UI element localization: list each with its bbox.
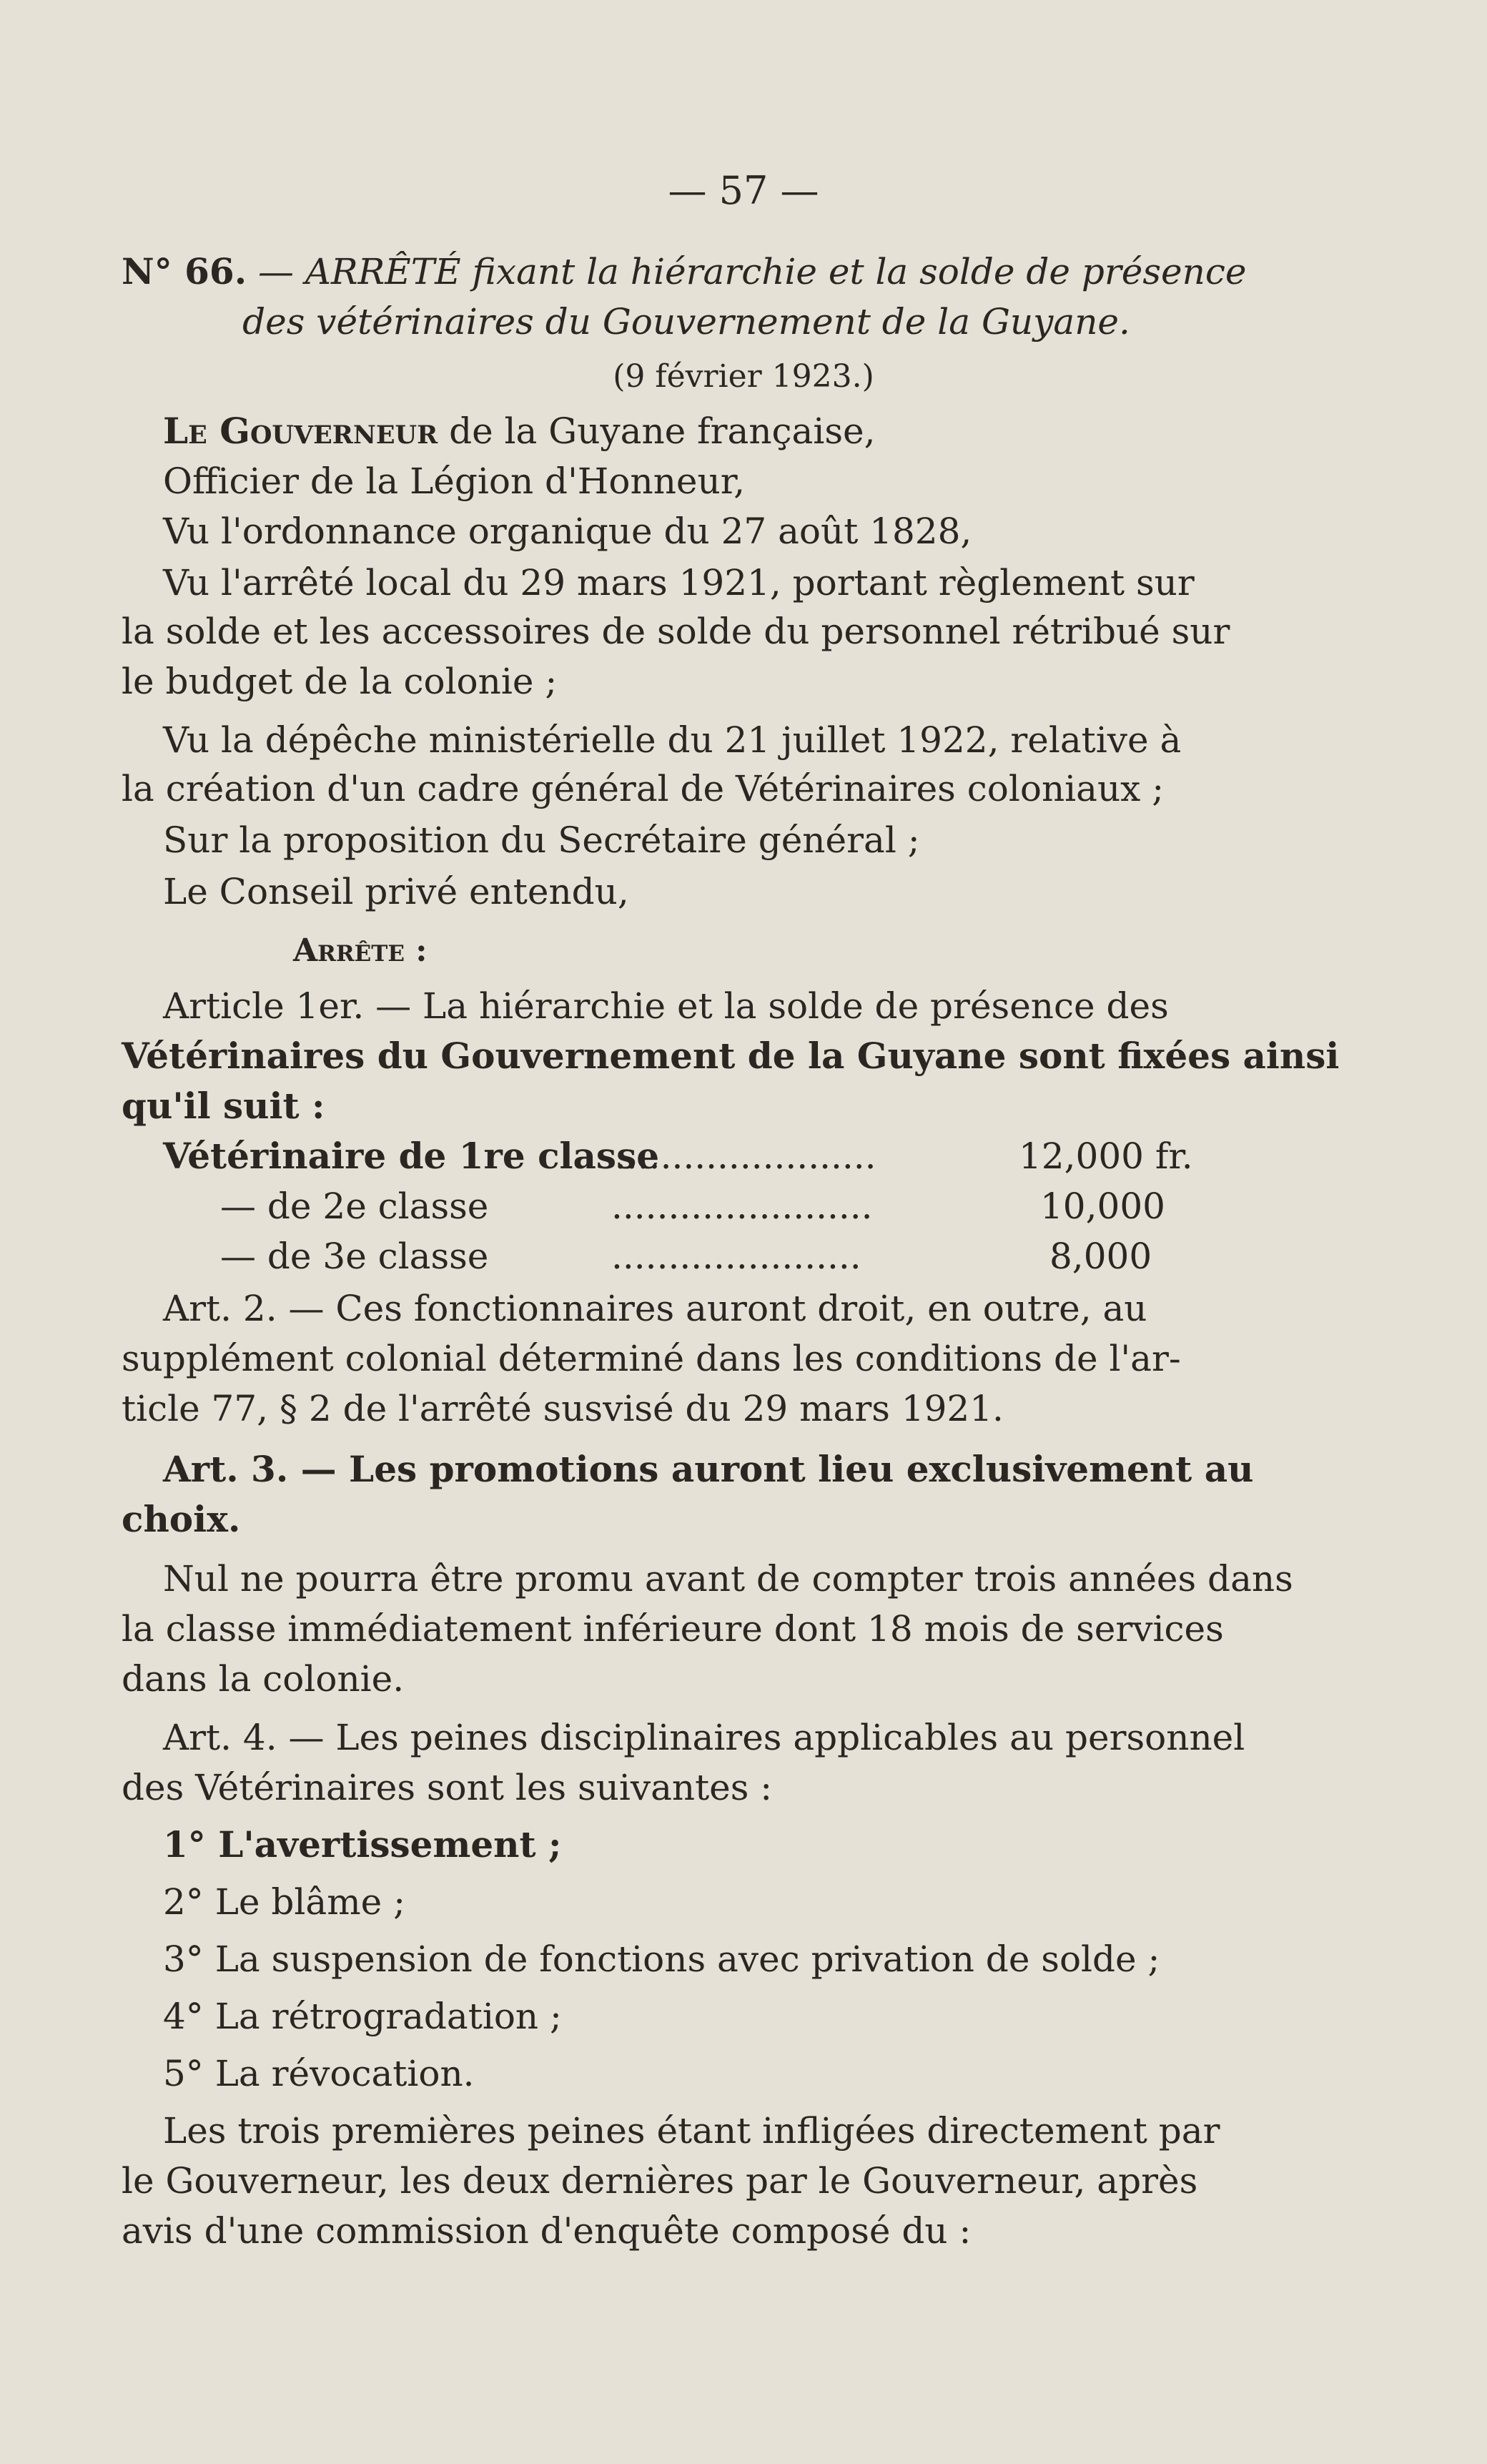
pay-row-amount: 10,000 (1040, 1186, 1165, 1227)
article4-item: 3° La suspension de fonctions avec privation de solde ; (163, 1938, 1160, 1980)
decree-number: N° 66. (122, 250, 247, 292)
preamble-depeche-1: Vu la dépêche ministérielle du 21 juillet 1922, relative à (163, 719, 1182, 761)
pay-row-leader: ....................... (615, 1135, 876, 1177)
preamble-arrete-local-2: la solde et les accessoires de solde du personnel rétribué sur (122, 611, 1230, 652)
governor-rest: de la Guyane française, (449, 410, 876, 452)
article3-line1: Art. 3. — Les promotions auront lieu exclusivement au (163, 1448, 1254, 1490)
article4-item: 5° La révocation. (163, 2053, 475, 2094)
article4-closing-1: Les trois premières peines étant infligées directement par (163, 2110, 1220, 2152)
article4-line2: des Vétérinaires sont les suivantes : (122, 1767, 773, 1808)
pay-row-leader: ....................... (611, 1186, 873, 1227)
article1-line2: Vétérinaires du Gouvernement de la Guyane sont fixées ainsi (122, 1035, 1340, 1077)
article2-line2: supplément colonial déterminé dans les conditions de l'ar- (122, 1338, 1181, 1379)
governor-title: Le Gouverneur (163, 410, 438, 452)
preamble-proposition: Sur la proposition du Secrétaire général ; (163, 819, 920, 861)
article4-item: 2° Le blâme ; (163, 1881, 405, 1923)
article3-line2: choix. (122, 1498, 241, 1540)
pay-row-label: — de 2e classe (220, 1186, 489, 1227)
page-number: — 57 — (668, 168, 819, 213)
pay-row-amount: 12,000 fr. (1019, 1135, 1193, 1177)
pay-row-label: — de 3e classe (220, 1236, 489, 1277)
article4-item: 4° La rétrogradation ; (163, 1996, 562, 2037)
article4-closing-2: le Gouverneur, les deux dernières par le Gouverneur, après (122, 2160, 1198, 2202)
preamble-arrete-local-1: Vu l'arrêté local du 29 mars 1921, portant règlement sur (163, 562, 1195, 603)
article3-line5: dans la colonie. (122, 1658, 405, 1700)
preamble-depeche-2: la création d'un cadre général de Vétérinaires coloniaux ; (122, 768, 1165, 809)
decree-title-line1 (122, 250, 1247, 292)
preamble-officer: Officier de la Légion d'Honneur, (163, 460, 746, 502)
preamble-conseil: Le Conseil privé entendu, (163, 871, 629, 912)
decree-title-text: — ARRÊTÉ fixant la hiérarchie et la solde de présence (258, 251, 1247, 292)
article2-line3: ticle 77, § 2 de l'arrêté susvisé du 29 mars 1921. (122, 1388, 1004, 1429)
article4-line1: Art. 4. — Les peines disciplinaires applicables au personnel (163, 1717, 1245, 1758)
decree-title-line2: des vétérinaires du Gouvernement de la Guyane. (242, 301, 1130, 343)
pay-row-label: Vétérinaire de 1re classe (163, 1135, 660, 1177)
preamble-arrete-local-3: le budget de la colonie ; (122, 661, 558, 702)
pay-row-leader: ...................... (611, 1236, 861, 1277)
article1-line3: qu'il suit : (122, 1085, 325, 1127)
article4-closing-3: avis d'une commission d'enquête composé du : (122, 2210, 972, 2252)
preamble-governor (163, 410, 876, 452)
preamble-ordonnance: Vu l'ordonnance organique du 27 août 1828, (163, 511, 972, 552)
pay-row-amount: 8,000 (1049, 1236, 1152, 1277)
article3-line3: Nul ne pourra être promu avant de compter trois années dans (163, 1558, 1293, 1600)
article3-line4: la classe immédiatement inférieure dont 18 mois de services (122, 1608, 1224, 1650)
article4-item: 1° L'avertissement ; (163, 1823, 562, 1866)
article2-line1: Art. 2. — Ces fonctionnaires auront droit, en outre, au (163, 1288, 1147, 1329)
arrete-heading: Arrête : (293, 932, 428, 969)
decree-date: (9 février 1923.) (613, 358, 874, 395)
article1-line1: Article 1er. — La hiérarchie et la solde de présence des (163, 985, 1169, 1027)
